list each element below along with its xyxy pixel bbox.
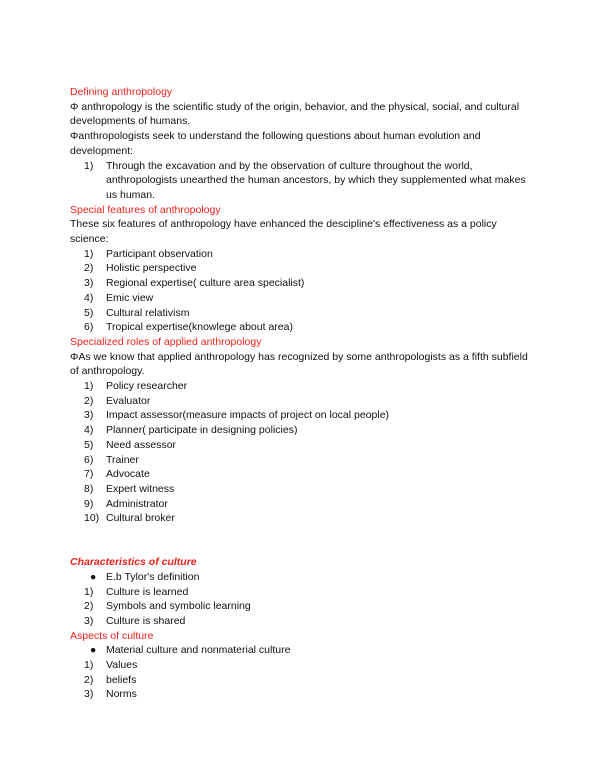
list-item-text: Evaluator bbox=[106, 394, 151, 407]
list-item-text: Expert witness bbox=[106, 482, 175, 495]
blank-space bbox=[70, 526, 530, 555]
list-item bbox=[70, 467, 530, 482]
bullet-marker: ● bbox=[90, 644, 97, 657]
section-heading: Characteristics of culture bbox=[70, 556, 197, 569]
list-item bbox=[70, 306, 530, 321]
list-marker: 8) bbox=[84, 482, 94, 495]
list-item-text: beliefs bbox=[106, 673, 137, 686]
list-marker: 1) bbox=[84, 247, 94, 260]
list-marker: 3) bbox=[84, 409, 94, 422]
section-aspects-of-culture bbox=[70, 629, 530, 703]
mixed-list bbox=[70, 643, 530, 702]
list-marker: 1) bbox=[84, 159, 94, 172]
document-page bbox=[70, 85, 530, 702]
list-marker: 1) bbox=[84, 659, 94, 672]
list-item bbox=[70, 394, 530, 409]
list-item-text: Holistic perspective bbox=[106, 262, 197, 275]
list-item-text: Need assessor bbox=[106, 438, 177, 451]
list-item bbox=[70, 497, 530, 512]
list-item-text: Advocate bbox=[106, 468, 150, 481]
list-marker: 5) bbox=[84, 438, 94, 451]
list-item-text: Administrator bbox=[106, 497, 168, 510]
list-marker: 9) bbox=[84, 497, 94, 510]
list-item bbox=[70, 159, 530, 203]
list-item bbox=[70, 673, 530, 688]
list-item-text: E.b Tylor's definition bbox=[106, 570, 200, 583]
list-item bbox=[70, 261, 530, 276]
list-item bbox=[70, 643, 530, 658]
list-item bbox=[70, 614, 530, 629]
list-marker: 2) bbox=[84, 394, 94, 407]
list-item-text: Culture is shared bbox=[106, 614, 186, 627]
list-marker: 7) bbox=[84, 468, 94, 481]
list-item-text: Tropical expertise(knowlege about area) bbox=[106, 321, 293, 334]
list-marker: 4) bbox=[84, 291, 94, 304]
list-item bbox=[70, 599, 530, 614]
list-item bbox=[70, 658, 530, 673]
list-item-text: Culture is learned bbox=[106, 585, 189, 598]
list-item bbox=[70, 320, 530, 335]
list-marker: 2) bbox=[84, 262, 94, 275]
list-marker: 1) bbox=[84, 585, 94, 598]
list-item-text: Policy researcher bbox=[106, 380, 188, 393]
paragraph: These six features of anthropology have enhanced the descipline's effectiveness as a policy science: bbox=[70, 218, 497, 246]
list-item-text: Values bbox=[106, 659, 138, 672]
list-item-text: Emic view bbox=[106, 291, 154, 304]
section-heading: Aspects of culture bbox=[70, 629, 154, 642]
list-item-text: Regional expertise( culture area specialist) bbox=[106, 277, 305, 290]
bullet-marker: ● bbox=[90, 570, 97, 583]
list-item-text: Planner( participate in designing policies) bbox=[106, 424, 298, 437]
numbered-list bbox=[70, 159, 530, 203]
list-item bbox=[70, 276, 530, 291]
list-marker: 6) bbox=[84, 453, 94, 466]
list-item-text: Material culture and nonmaterial culture bbox=[106, 644, 291, 657]
list-item bbox=[70, 511, 530, 526]
paragraph: Φanthropologists seek to understand the following questions about human evolution and development: bbox=[70, 130, 481, 157]
list-marker: 1) bbox=[84, 380, 94, 393]
list-item bbox=[70, 570, 530, 585]
paragraph: ΦAs we know that applied anthropology has recognized by some anthropologists as a fifth subfield of anthropology. bbox=[70, 350, 528, 378]
list-marker: 10) bbox=[84, 512, 100, 525]
list-item-text: Impact assessor(measure impacts of project on local people) bbox=[106, 409, 390, 422]
list-marker: 6) bbox=[84, 321, 94, 334]
list-item-text: Norms bbox=[106, 688, 137, 701]
section-defining-anthropology bbox=[70, 85, 530, 203]
section-heading: Special features of anthropology bbox=[70, 203, 221, 216]
list-item-text: Participant observation bbox=[106, 247, 213, 260]
list-marker: 3) bbox=[84, 688, 94, 701]
list-marker: 3) bbox=[84, 277, 94, 290]
list-item bbox=[70, 687, 530, 702]
list-marker: 5) bbox=[84, 306, 94, 319]
list-item bbox=[70, 482, 530, 497]
list-item-text: Cultural relativism bbox=[106, 306, 190, 319]
list-item bbox=[70, 585, 530, 600]
paragraph: Φ anthropology is the scientific study of the origin, behavior, and the physical, social, and cultural developments of humans. bbox=[70, 100, 520, 128]
numbered-list bbox=[70, 379, 530, 526]
section-heading: Defining anthropology bbox=[70, 86, 173, 98]
list-item-text: Symbols and symbolic learning bbox=[106, 600, 251, 613]
list-item bbox=[70, 408, 530, 423]
section-characteristics-of-culture bbox=[70, 555, 530, 629]
list-marker: 2) bbox=[84, 673, 94, 686]
list-item-text: Through the excavation and by the observation of culture throughout the world, anthropologists unearthed the human ancestors, by which they supplemented what makes us human. bbox=[106, 159, 526, 201]
list-item bbox=[70, 423, 530, 438]
list-item bbox=[70, 453, 530, 468]
list-item bbox=[70, 438, 530, 453]
list-item bbox=[70, 379, 530, 394]
numbered-list bbox=[70, 247, 530, 335]
list-marker: 3) bbox=[84, 614, 94, 627]
list-item bbox=[70, 291, 530, 306]
list-item bbox=[70, 247, 530, 262]
list-item-text: Cultural broker bbox=[106, 512, 175, 525]
section-heading: Specialized roles of applied anthropology bbox=[70, 335, 262, 348]
section-special-features bbox=[70, 203, 530, 335]
list-marker: 2) bbox=[84, 600, 94, 613]
list-marker: 4) bbox=[84, 424, 94, 437]
list-item-text: Trainer bbox=[106, 453, 139, 466]
section-specialized-roles bbox=[70, 335, 530, 526]
mixed-list bbox=[70, 570, 530, 629]
